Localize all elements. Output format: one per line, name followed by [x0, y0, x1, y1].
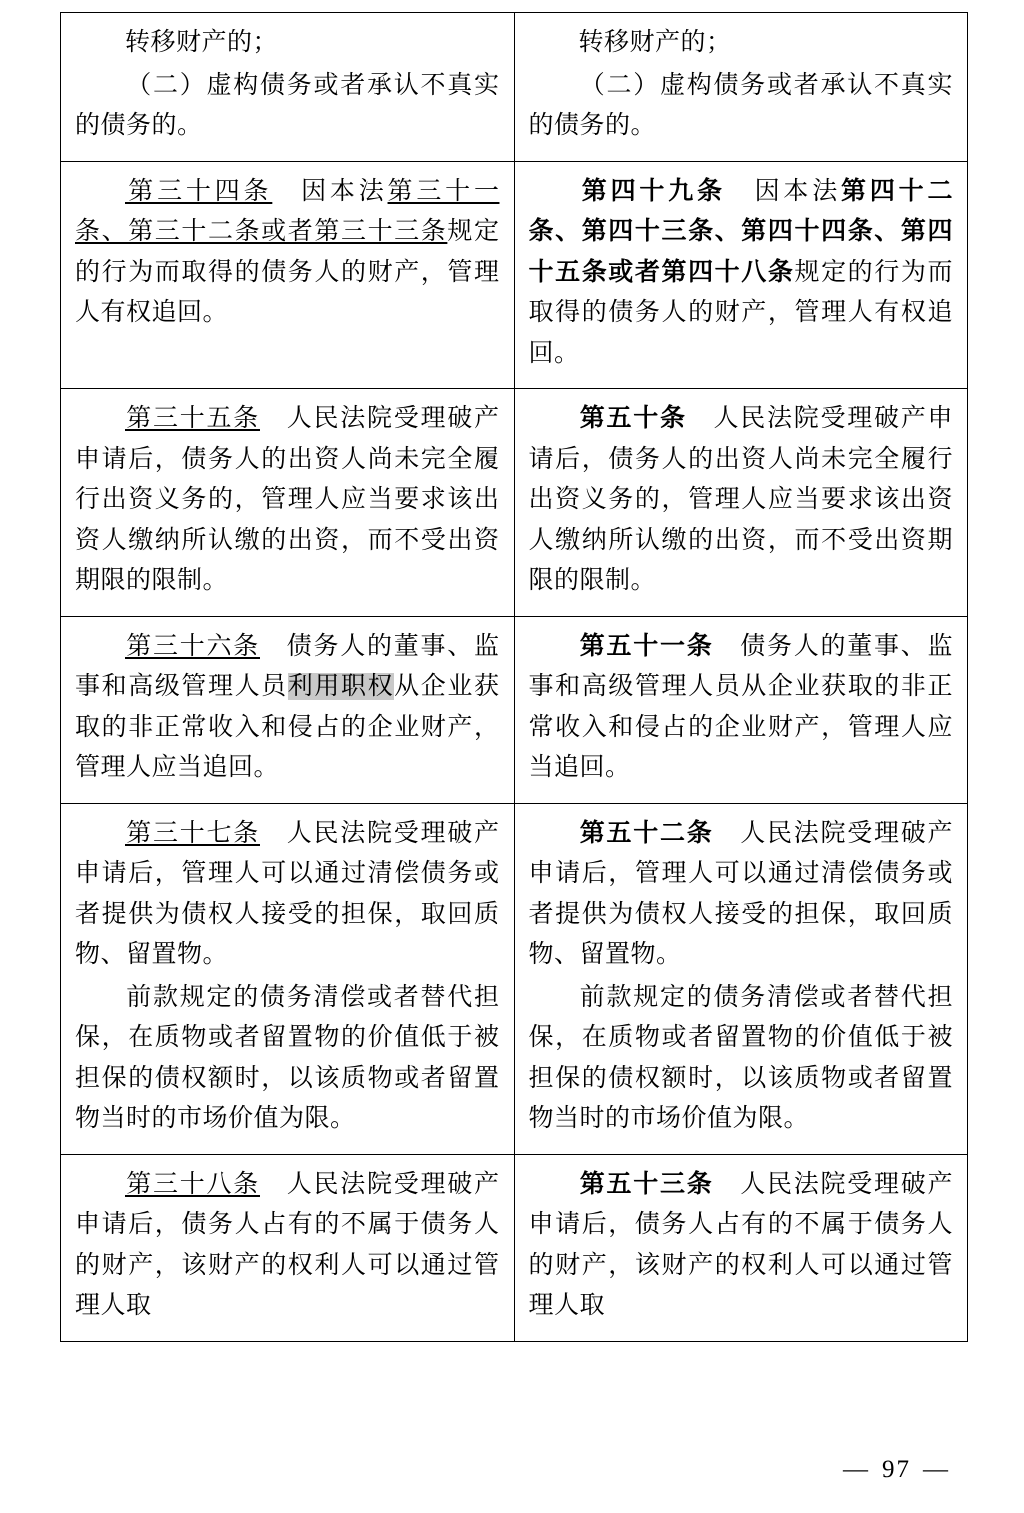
paragraph — [75, 627, 500, 789]
paragraph-text: 人民法院受理破产申请后，债务人的出资人尚未完全履行出资义务的，管理人应当要求该出资人缴纳所认缴的出资，而不受出资期限的限制。 — [528, 405, 953, 594]
paragraph — [75, 978, 500, 1140]
article-number: 第四十九条 — [578, 177, 726, 205]
footer-dash-right: — — [923, 1456, 950, 1483]
paragraph — [529, 66, 954, 147]
article-number: 第三十六条 — [125, 632, 260, 660]
paragraph-text: 人民法院受理破产申请后，债务人的出资人尚未完全履行出资义务的，管理人应当要求该出资人缴纳所认缴的出资，而不受出资期限的限制。 — [75, 405, 500, 594]
right-column-cell — [514, 616, 968, 803]
paragraph-text: 人民法院受理破产申请后，管理人可以通过清偿债务或者提供为债权人接受的担保，取回质物、留置物。 — [75, 819, 500, 968]
paragraph — [529, 399, 954, 602]
article-number: 第五十条 — [578, 405, 687, 432]
paragraph-text: 转移财产的； — [578, 29, 732, 56]
paragraph-text: 从企业获取的非正常收入和侵占的企业财产，管理人应当追回。 — [75, 673, 500, 781]
right-column-cell — [514, 389, 968, 617]
paragraph-text: 人民法院受理破产申请后，债务人占有的不属于债务人的财产，该财产的权利人可以通过管理人取 — [75, 1170, 500, 1319]
article-reference: 第四十二条、第四十三条、第四十四条、第四十五条或者第四十八条 — [528, 177, 953, 286]
table-body — [61, 13, 968, 1342]
paragraph-text: 前款规定的债务清偿或者替代担保，在质物或者留置物的价值低于被担保的债权额时，以该质物或者留置物当时的市场价值为限。 — [75, 983, 500, 1132]
page-footer — [0, 1456, 1024, 1484]
article-number: 第五十一条 — [578, 632, 714, 660]
right-column-cell — [514, 13, 968, 162]
article-reference: 第三十一条、第三十二条或者第三十三条 — [75, 177, 500, 245]
table-row — [61, 803, 968, 1154]
right-column-cell — [514, 803, 968, 1154]
table-row — [61, 389, 968, 617]
paragraph — [75, 66, 500, 147]
comparison-table — [60, 12, 968, 1342]
page-number: 97 — [882, 1456, 911, 1483]
paragraph — [75, 1165, 500, 1327]
paragraph — [529, 978, 954, 1140]
right-column-cell — [514, 1154, 968, 1341]
paragraph-text: （二）虚构债务或者承认不真实的债务的。 — [528, 71, 953, 139]
table-row — [61, 161, 968, 389]
article-number: 第三十七条 — [125, 819, 260, 847]
footer-dash-left: — — [843, 1456, 870, 1483]
right-column-cell — [514, 161, 968, 389]
paragraph-text: 因本法 — [725, 177, 842, 205]
paragraph — [75, 23, 500, 64]
paragraph — [75, 172, 500, 334]
paragraph-text: 转移财产的； — [125, 29, 279, 56]
left-column-cell — [61, 803, 515, 1154]
paragraph-text: 前款规定的债务清偿或者替代担保，在质物或者留置物的价值低于被担保的债权额时，以该质物或者留置物当时的市场价值为限。 — [528, 983, 953, 1132]
paragraph — [75, 814, 500, 976]
table-row — [61, 616, 968, 803]
paragraph-text: （二）虚构债务或者承认不真实的债务的。 — [75, 71, 500, 139]
paragraph — [529, 23, 954, 64]
table-row — [61, 1154, 968, 1341]
paragraph — [529, 1165, 954, 1327]
paragraph-text: 规定的行为而取得的债务人的财产，管理人有权追回。 — [75, 218, 500, 326]
article-number: 第三十四条 — [125, 177, 273, 205]
article-number: 第五十三条 — [578, 1170, 714, 1198]
left-column-cell — [61, 13, 515, 162]
left-column-cell — [61, 389, 515, 617]
article-number: 第三十八条 — [125, 1170, 260, 1198]
paragraph — [529, 172, 954, 375]
paragraph-text: 人民法院受理破产申请后，管理人可以通过清偿债务或者提供为债权人接受的担保，取回质物、留置物。 — [528, 819, 953, 968]
highlighted-text: 利用职权 — [287, 673, 395, 700]
article-number: 第五十二条 — [578, 819, 714, 847]
paragraph-text: 债务人的董事、监事和高级管理人员 — [75, 632, 500, 700]
table-row — [61, 13, 968, 162]
paragraph — [529, 627, 954, 789]
article-number: 第三十五条 — [125, 405, 260, 432]
paragraph — [529, 814, 954, 976]
paragraph-text: 债务人的董事、监事和高级管理人员从企业获取的非正常收入和侵占的企业财产，管理人应当追回。 — [528, 632, 953, 781]
paragraph — [75, 399, 500, 602]
left-column-cell — [61, 616, 515, 803]
left-column-cell — [61, 1154, 515, 1341]
paragraph-text: 人民法院受理破产申请后，债务人占有的不属于债务人的财产，该财产的权利人可以通过管理人取 — [528, 1170, 953, 1319]
paragraph-text: 规定的行为而取得的债务人的财产，管理人有权追回。 — [528, 258, 953, 367]
paragraph-text: 因本法 — [272, 177, 388, 205]
left-column-cell — [61, 161, 515, 389]
